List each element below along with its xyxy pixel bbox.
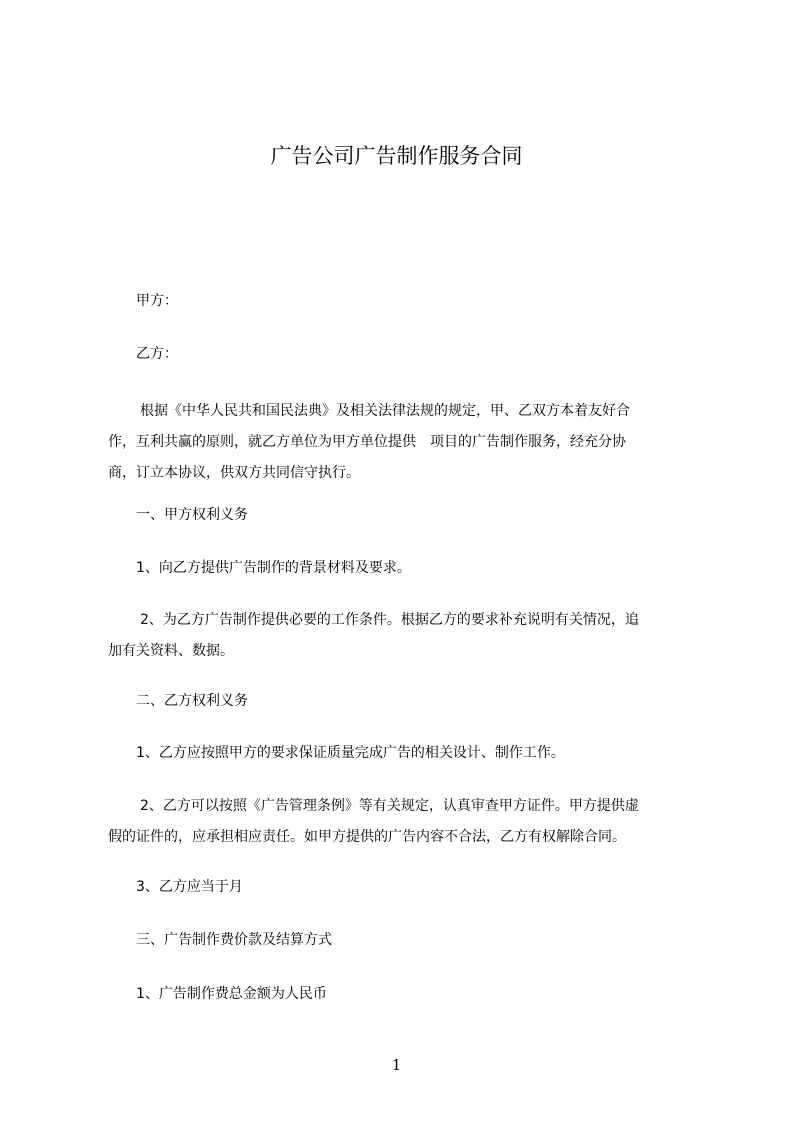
section-2-heading: 二、乙方权利义务 [136,693,248,709]
section-3-heading: 三、广告制作费价款及结算方式 [136,932,332,948]
party-a-label: 甲方： [136,293,178,309]
section-2-item-2 [108,791,639,853]
section-2-item-1: 1、乙方应按照甲方的要求保证质量完成广告的相关设计、制作工作。 [136,745,565,761]
section-1-item-2-line-1: 2、为乙方广告制作提供必要的工作条件。根据乙方的要求补充说明有关情况，追 [140,612,639,628]
section-3-item-1: 1、广告制作费总金额为人民币 [136,986,327,1002]
section-2-item-3: 3、乙方应当于月 [136,879,243,895]
intro-line-2: 作，互利共赢的原则，就乙方单位为甲方单位提供 项目的广告制作服务，经充分协 [108,434,626,450]
intro-line-1: 根据《中华人民共和国民法典》及相关法律法规的规定，甲、乙双方本着友好合 [140,403,630,419]
page-number: 1 [391,1056,402,1074]
section-2-item-2-line-1: 2、乙方可以按照《广告管理条例》等有关规定，认真审查甲方证件。甲方提供虚 [140,798,639,814]
section-1-item-2-line-2: 加有关资料、数据。 [108,643,234,659]
section-1-item-1: 1、向乙方提供广告制作的背景材料及要求。 [136,560,411,576]
section-1-heading: 一、甲方权利义务 [136,507,248,523]
section-1-item-2 [108,605,639,667]
intro-line-3: 商，订立本协议，供双方共同信守执行。 [108,465,360,481]
intro-paragraph [108,396,630,489]
document-title: 广告公司广告制作服务合同 [270,144,523,168]
party-b-label: 乙方： [136,346,178,362]
section-2-item-2-line-2: 假的证件的，应承担相应责任。如甲方提供的广告内容不合法，乙方有权解除合同。 [108,829,626,845]
